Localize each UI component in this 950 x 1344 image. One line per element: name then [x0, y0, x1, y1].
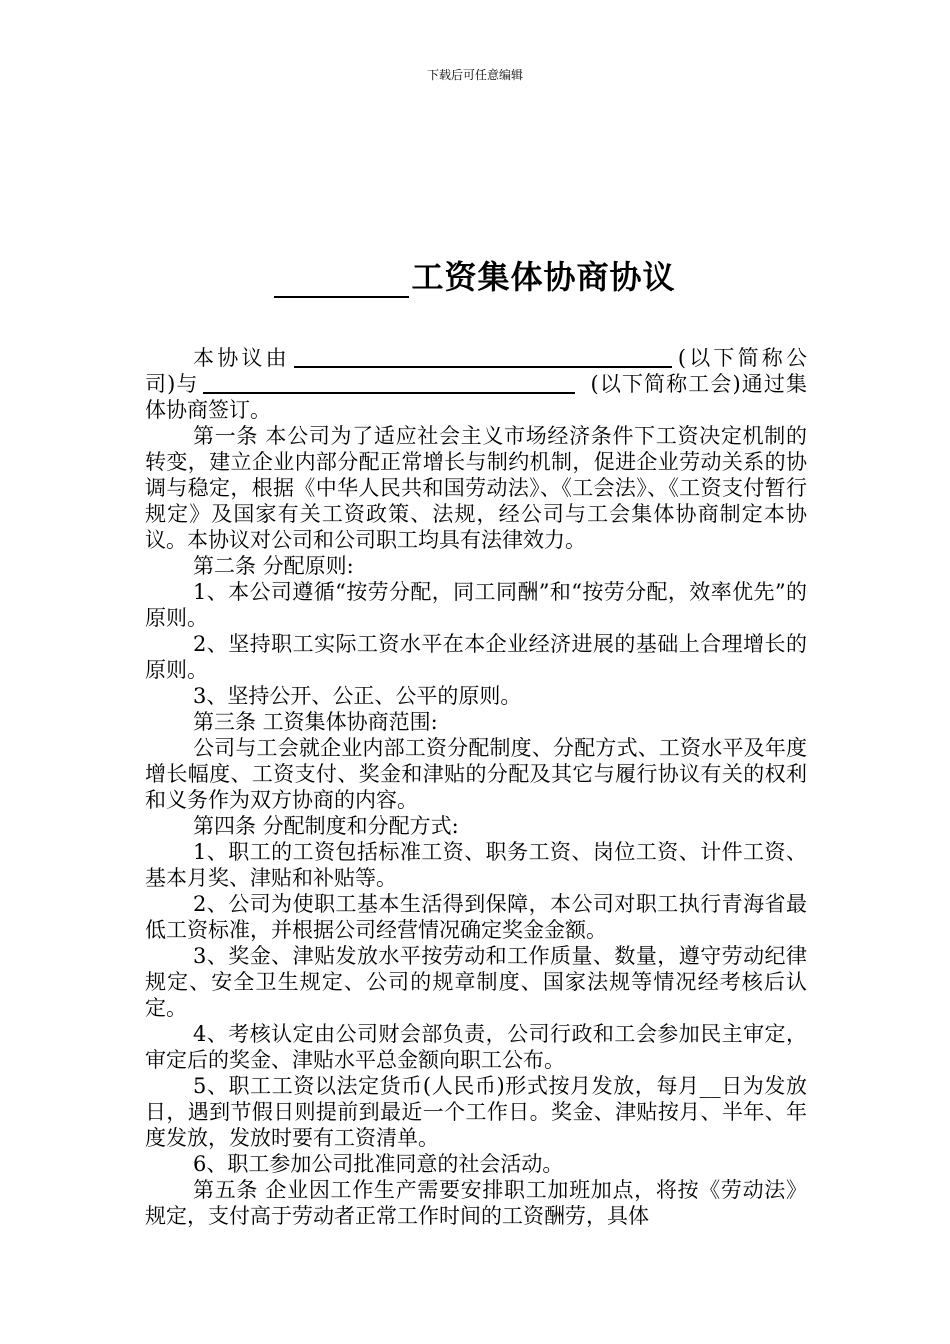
document-body — [145, 345, 807, 1229]
intro-part2: (以下简称公司)与 — [145, 346, 808, 396]
article-2-item-1: 1、本公司遵循“按劳分配，同工同酬”和“按劳分配，效率优先”的原则。 — [145, 580, 807, 630]
article-4-item-2: 2、公司为使职工基本生活得到保障，本公司对职工执行青海省最低工资标准，并根据公司经营情况确定奖金金额。 — [145, 892, 807, 942]
article-1: 第一条 本公司为了适应社会主义市场经济条件下工资决定机制的转变，建立企业内部分配正常增长与制约机制，促进企业劳动关系的协调与稳定，根据《中华人民共和国劳动法》、《工会法》、《工资支付暂行规定》及国家有关工资政策、法规，经公司与工会集体协商制定本协议。本协议对公司和公司职工均具有法律效力。 — [145, 424, 807, 552]
article-4-item-3: 3、奖金、津贴发放水平按劳动和工作质量、数量，遵守劳动纪律规定、安全卫生规定、公司的规章制度、国家法规等情况经考核后认定。 — [145, 944, 807, 1020]
intro-part3: (以下简称工会)通过集体协商签订。 — [145, 372, 807, 422]
document-title: 工资集体协商协议 — [411, 258, 676, 296]
intro-paragraph — [145, 345, 807, 423]
article-3-heading: 第三条 工资集体协商范围: — [193, 710, 438, 734]
article-2-heading: 第二条 分配原则: — [193, 554, 354, 578]
article-2-item-3: 3、坚持公开、公正、公平的原则。 — [193, 684, 522, 708]
article-4-item-6: 6、职工参加公司批准同意的社会活动。 — [193, 1152, 564, 1176]
company-name-blank — [294, 346, 672, 368]
title-block — [0, 252, 950, 298]
title-blank-line — [274, 260, 409, 298]
article-2-item-2: 2、坚持职工实际工资水平在本企业经济进展的基础上合理增长的原则。 — [145, 632, 807, 682]
article-4-heading: 第四条 分配制度和分配方式: — [193, 814, 459, 838]
article-3-text: 公司与工会就企业内部工资分配制度、分配方式、工资水平及年度增长幅度、工资支付、奖金和津贴的分配及其它与履行协议有关的权利和义务作为双方协商的内容。 — [145, 736, 807, 812]
header-note: 下载后可任意编辑 — [426, 68, 523, 82]
intro-part1: 本协议由 — [193, 346, 290, 370]
article-4-item-4: 4、考核认定由公司财会部负责，公司行政和工会参加民主审定，审定后的奖金、津贴水平总金额向职工公布。 — [145, 1022, 807, 1072]
article-4-item-5: 5、职工工资以法定货币(人民币)形式按月发放，每月__日为发放日，遇到节假日则提前到最近一个工作日。奖金、津贴按月、半年、年度发放，发放时要有工资清单。 — [145, 1074, 807, 1150]
article-4-item-1: 1、职工的工资包括标准工资、职务工资、岗位工资、计件工资、基本月奖、津贴和补贴等。 — [145, 840, 807, 890]
article-5: 第五条 企业因工作生产需要安排职工加班加点，将按《劳动法》规定，支付高于劳动者正常工作时间的工资酬劳，具体 — [145, 1178, 807, 1228]
union-name-blank — [203, 372, 575, 394]
